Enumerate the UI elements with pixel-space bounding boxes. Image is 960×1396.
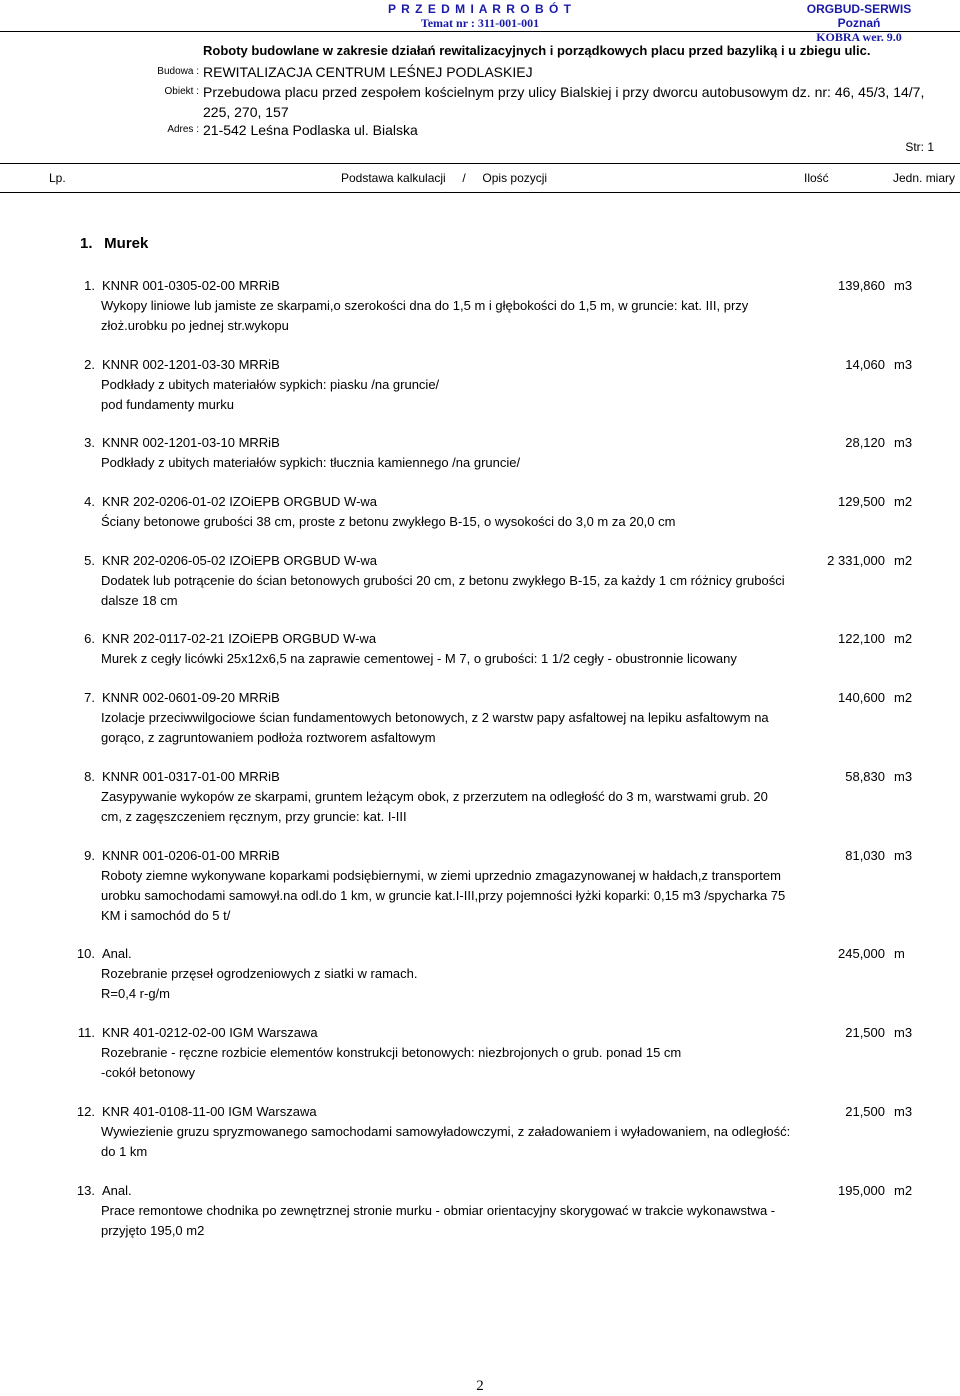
budowa-value: REWITALIZACJA CENTRUM LEŚNEJ PODLASKIEJ [203,64,533,80]
software-version: KOBRA wer. 9.0 [816,30,902,44]
column-header [0,163,960,193]
item-desc: Murek z cegły licówki 25x12x6,5 na zaprawie cementowej - M 7, o grubości: 1 1/2 cegły - obustronnie licowany [101,651,737,666]
item-qty: 58,830 [845,769,885,784]
item-code: KNR 202-0206-01-02 IZOiEPB ORGBUD W-wa [102,494,378,509]
item-qty: 21,500 [845,1104,885,1119]
company-name: ORGBUD-SERWIS Poznań [806,2,912,30]
item-lp: 2. [84,357,95,372]
item-unit: m3 [894,435,913,450]
obiekt-value: Przebudowa placu przed zespołem kościelnym przy ulicy Bialskiej i przy dworcu autobusowym dz. nr: 46, 45/3, 14/7, 225, 270, 157 [203,84,925,120]
item-unit: m2 [894,553,913,568]
item-lp: 6. [84,631,95,646]
item-desc: Rozebranie - ręczne rozbicie elementów konstrukcji betonowych: niezbrojonych o grub. ponad 15 cm -cokół betonowy [101,1045,682,1080]
col-unit: Jedn. miary [893,171,956,185]
item-qty: 195,000 [838,1183,885,1198]
item-desc: Podkłady z ubitych materiałów sypkich: tłucznia kamiennego /na gruncie/ [101,455,521,470]
col-basis: Podstawa kalkulacji / Opis pozycji [341,171,548,185]
item-code: KNR 202-0206-05-02 IZOiEPB ORGBUD W-wa [102,553,378,568]
obiekt-label: Obiekt : [164,86,199,97]
item-code: KNNR 002-0601-09-20 MRRiB [102,690,280,705]
section-number: 1. [80,235,93,252]
item-unit: m3 [894,1104,913,1119]
item-desc: Wykopy liniowe lub jamiste ze skarpami,o szerokości dna do 1,5 m i głębokości do 1,5 m, w gruncie: kat. III, przy złoż.urobku po jednej str.wykopu [101,298,749,333]
item-unit: m2 [894,494,913,509]
item-lp: 1. [84,278,95,293]
item-code: KNNR 001-0305-02-00 MRRiB [102,278,280,293]
item-unit: m2 [894,1183,913,1198]
budowa-label: Budowa : [157,66,199,77]
item-unit: m [894,946,905,961]
item-qty: 14,060 [845,357,885,372]
item-code: KNNR 001-0206-01-00 MRRiB [102,848,280,863]
project-name: Roboty budowlane w zakresie działań rewitalizacyjnych i porządkowych placu przed bazyliką i u zbiegu ulic. [203,43,871,58]
item-lp: 8. [84,769,95,784]
page-number: 2 [476,1378,484,1394]
item-qty: 139,860 [838,278,885,293]
item-lp: 3. [84,435,95,450]
item-code: Anal. [102,1183,132,1198]
header-right [784,2,934,44]
item-code: KNR 202-0117-02-21 IZOiEPB ORGBUD W-wa [102,631,377,646]
section-title: Murek [104,235,149,252]
item-desc: Podkłady z ubitych materiałów sypkich: piasku /na gruncie/ pod fundamenty murku [101,377,440,412]
item-lp: 5. [84,553,95,568]
item-qty: 2 331,000 [827,553,885,568]
item-desc: Dodatek lub potrącenie do ścian betonowych grubości 20 cm, z betonu zwykłego B-15, za każdy 1 cm różnicy grubości dalsze 18 cm [101,573,785,608]
item-qty: 129,500 [838,494,885,509]
item-lp: 13. [76,1183,95,1198]
item-code: KNNR 002-1201-03-10 MRRiB [102,435,280,450]
item-code: KNNR 002-1201-03-30 MRRiB [102,357,280,372]
item-unit: m3 [894,769,913,784]
item-code: KNR 401-0212-02-00 IGM Warszawa [102,1025,318,1040]
col-qty: Ilość [804,171,829,185]
item-unit: m3 [894,278,913,293]
item-code: Anal. [102,946,132,961]
adres-value: 21-542 Leśna Podlaska ul. Bialska [203,122,418,138]
item-code: KNNR 001-0317-01-00 MRRiB [102,769,280,784]
item-desc: Roboty ziemne wykonywane koparkami podsiębiernymi, w ziemi uprzednio zmagazynowanej w hałdach,z transportem urobku samochodami samowył.na odl.do 1 km, w gruncie kat.I-III,przy pojemności łyżki koparki: 0,15 m3 /spycharka 75 KM i samochód do 5 t/ [101,868,786,923]
item-desc: Wywiezienie gruzu spryzmowanego samochodami samowyładowczymi, z załadowaniem i wyładowaniem, na odległość: do 1 km [101,1124,791,1159]
item-code: KNR 401-0108-11-00 IGM Warszawa [102,1104,317,1119]
header-center [380,2,580,30]
item-unit: m3 [894,848,913,863]
item-lp: 7. [84,690,95,705]
item-lp: 12. [76,1104,95,1119]
item-qty: 122,100 [838,631,885,646]
item-lp: 9. [84,848,95,863]
document-header [0,2,960,44]
item-desc: Izolacje przeciwwilgociowe ścian fundamentowych betonowych, z 2 warstw papy asfaltowej na lepiku asfaltowym na gorąco, z zagruntowaniem podłoża roztworem asfaltowym [101,710,769,745]
item-unit: m3 [894,1025,913,1040]
item-lp: 11. [77,1025,95,1040]
page-label: Str: 1 [905,140,934,154]
item-qty: 140,600 [838,690,885,705]
item-qty: 245,000 [838,946,885,961]
item-unit: m2 [894,631,913,646]
item-lp: 4. [84,494,95,509]
item-qty: 28,120 [845,435,885,450]
section-heading [80,235,148,252]
item-qty: 81,030 [845,848,885,863]
item-desc: Prace remontowe chodnika po zewnętrznej stronie murku - obmiar orientacyjny skorygować w trakcie wykonawstwa - przyjęto 195,0 m2 [101,1203,776,1238]
item-desc: Zasypywanie wykopów ze skarpami, gruntem leżącym obok, z przerzutem na odległość do 3 m, warstwami grub. 20 cm, z zagęszczeniem ręcznym, przy gruncie: kat. I-III [101,789,768,824]
header-divider [0,31,960,32]
item-desc: Rozebranie przęseł ogrodzeniowych z siatki w ramach. R=0,4 r-g/m [101,966,418,1001]
item-desc: Ściany betonowe grubości 38 cm, proste z betonu zwykłego B-15, o wysokości do 3,0 m za 20,0 cm [101,514,676,529]
col-lp: Lp. [49,171,66,185]
doc-title: P R Z E D M I A R R O B Ó T [388,2,572,16]
item-unit: m3 [894,357,913,372]
item-lp: 10. [76,946,95,961]
item-qty: 21,500 [845,1025,885,1040]
topic-number: Temat nr : 311-001-001 [420,16,540,30]
adres-label: Adres : [167,124,199,135]
item-unit: m2 [894,690,913,705]
